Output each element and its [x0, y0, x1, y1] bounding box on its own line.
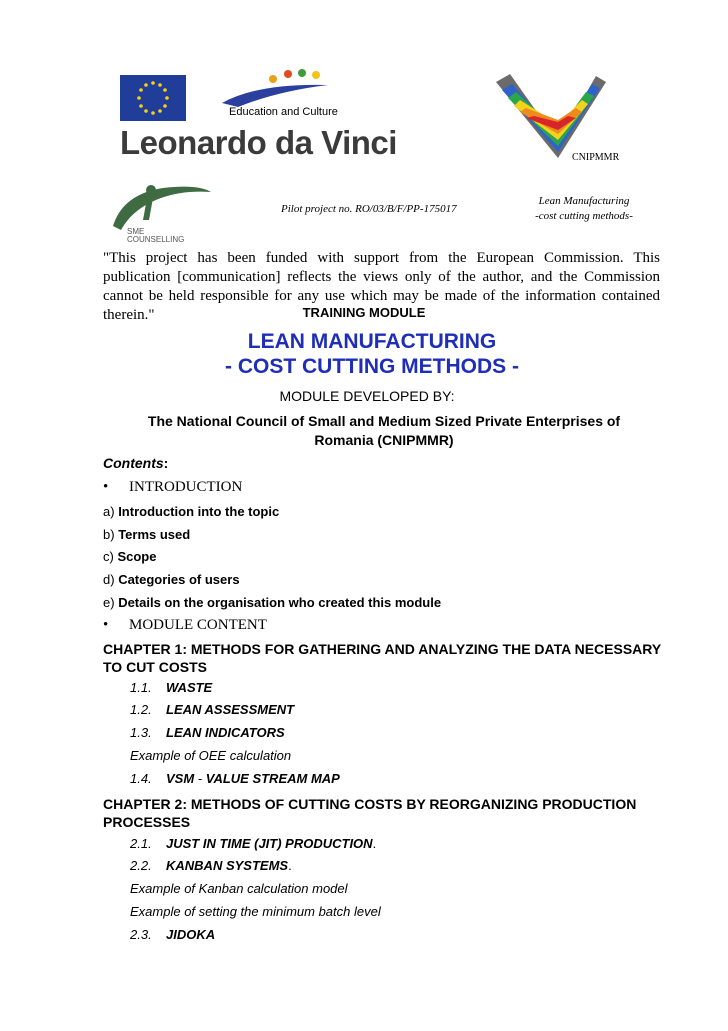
sme-counselling-logo — [103, 176, 218, 244]
toc-text: Categories of users — [118, 572, 240, 587]
toc-item-2-2[interactable] — [130, 858, 530, 876]
sme-swirl-icon — [103, 176, 218, 244]
toc-number: 1.2. — [130, 702, 152, 717]
training-module-label: TRAINING MODULE — [302, 305, 426, 320]
lean-manufacturing-header — [520, 194, 648, 224]
education-culture-label: Education and Culture — [229, 106, 338, 118]
jit-period: . — [372, 836, 377, 851]
toc-letter: a) — [103, 504, 115, 519]
toc-text: WASTE — [166, 680, 213, 695]
toc-letter: e) — [103, 595, 115, 610]
value-stream-map-label: VALUE STREAM MAP — [205, 771, 340, 786]
bullet-icon: • — [103, 479, 109, 495]
bullet-introduction-label: INTRODUCTION — [129, 479, 243, 495]
toc-item-1-4[interactable] — [130, 771, 530, 789]
bullet-module-content-label: MODULE CONTENT — [129, 617, 267, 633]
example-oee-calculation[interactable]: Example of OEE calculation — [130, 748, 292, 763]
toc-text: Terms used — [118, 527, 191, 542]
module-developed-by: MODULE DEVELOPED BY: — [279, 388, 455, 404]
counselling-label: COUNSELLING — [127, 235, 185, 244]
toc-text: Scope — [117, 549, 157, 564]
toc-item-intro-a[interactable] — [103, 504, 279, 519]
example-kanban-calculation[interactable]: Example of Kanban calculation model — [130, 881, 348, 896]
toc-text: JIDOKA — [166, 927, 216, 942]
pilot-project-number: Pilot project no. RO/03/B/F/PP-175017 — [281, 203, 457, 215]
cnipmmr-rainbow-icon — [488, 72, 614, 164]
toc-text: Introduction into the topic — [118, 504, 280, 519]
chapter-2-heading[interactable]: CHAPTER 2: METHODS OF CUTTING COSTS BY REORGANIZING PRODUCTION PROCESSES — [103, 796, 637, 830]
toc-item-intro-c[interactable] — [103, 549, 156, 564]
jit-label: JUST IN TIME (JIT) PRODUCTION — [166, 836, 373, 851]
vsm-dash: - — [194, 771, 206, 786]
toc-letter: b) — [103, 527, 115, 542]
example-minimum-batch[interactable]: Example of setting the minimum batch level — [130, 904, 381, 919]
toc-item-intro-d[interactable] — [103, 572, 240, 587]
toc-number: 1.3. — [130, 725, 152, 740]
cnipmmr-label: CNIPMMR — [572, 152, 620, 163]
contents-label: Contents — [103, 455, 164, 471]
kanban-period: . — [288, 858, 292, 873]
main-title-line2: - COST CUTTING METHODS - — [225, 355, 519, 378]
bullet-icon: • — [103, 617, 109, 633]
toc-item-intro-e[interactable] — [103, 595, 441, 610]
toc-item-intro-b[interactable] — [103, 527, 190, 542]
cnipmmr-logo — [488, 72, 614, 164]
funding-disclaimer: "This project has been funded with support from the European Commission. This publication [communication] reflects the views only of the author, and the Commission cannot be held responsible for any use which may be made of the information contained therein." — [103, 250, 660, 323]
toc-item-1-1[interactable] — [130, 680, 430, 698]
bullet-module-content — [103, 617, 503, 637]
toc-number: 2.2. — [130, 858, 152, 873]
toc-item-1-3[interactable] — [130, 725, 430, 743]
contents-heading — [103, 455, 168, 471]
contents-colon: : — [163, 455, 169, 471]
eu-stars-icon — [120, 75, 186, 121]
chapter-1-heading[interactable]: CHAPTER 1: METHODS FOR GATHERING AND ANALYZING THE DATA NECESSARY TO CUT COSTS — [103, 641, 661, 675]
toc-number: 1.4. — [130, 771, 152, 786]
eu-flag-logo — [120, 75, 186, 121]
kanban-label: KANBAN SYSTEMS — [166, 858, 289, 873]
toc-number: 1.1. — [130, 680, 152, 695]
sme-label: SME — [127, 227, 145, 236]
toc-item-2-1[interactable] — [130, 836, 530, 854]
lean-header-line2: -cost cutting methods- — [535, 210, 633, 222]
toc-letter: d) — [103, 572, 115, 587]
toc-text — [166, 836, 376, 851]
bullet-introduction — [103, 479, 503, 499]
leonardo-da-vinci-logo-text: Leonardo da Vinci — [120, 124, 397, 161]
toc-number: 2.1. — [130, 836, 152, 851]
lean-header-line1: Lean Manufacturing — [538, 195, 630, 207]
toc-text: LEAN INDICATORS — [166, 725, 285, 740]
toc-text: LEAN ASSESSMENT — [166, 702, 295, 717]
toc-item-1-2[interactable] — [130, 702, 430, 720]
toc-item-2-3[interactable] — [130, 927, 430, 945]
toc-number: 2.3. — [130, 927, 152, 942]
council-name: The National Council of Small and Medium Sized Private Enterprises of Romania (CNIPMMR) — [147, 413, 621, 448]
toc-letter: c) — [103, 549, 114, 564]
toc-text — [166, 771, 340, 786]
main-title-line1: LEAN MANUFACTURING — [247, 330, 497, 353]
toc-text — [166, 858, 292, 873]
toc-text: Details on the organisation who created this module — [118, 595, 442, 610]
vsm-label: VSM — [166, 771, 195, 786]
